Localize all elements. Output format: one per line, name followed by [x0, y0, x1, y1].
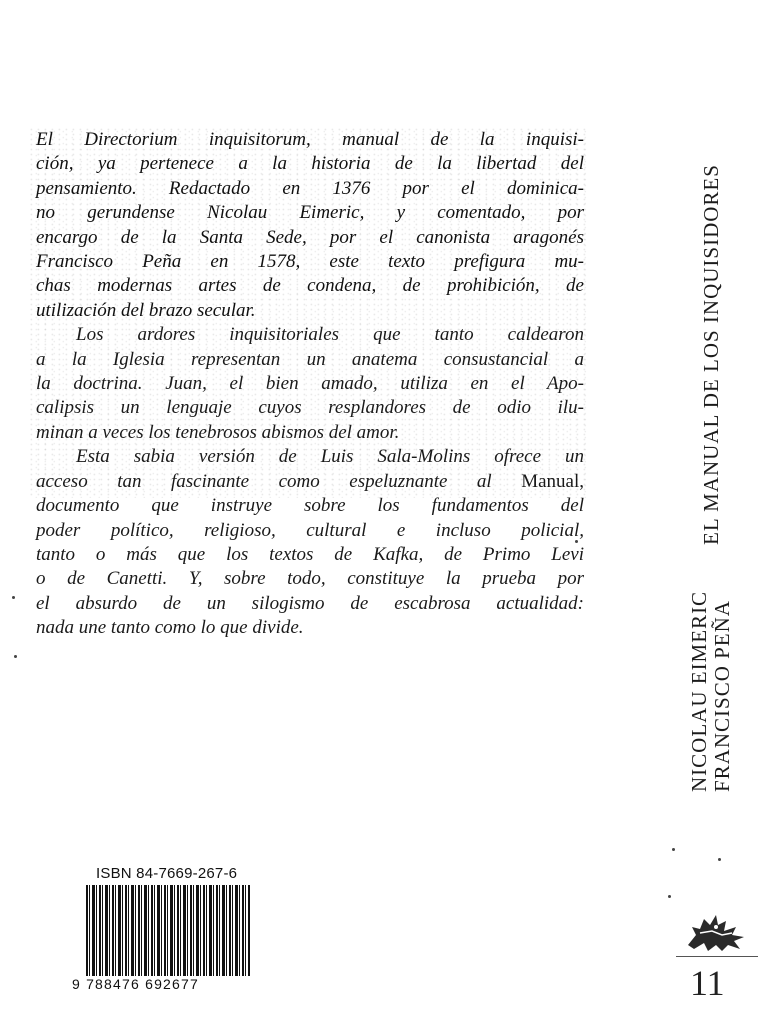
barcode-digits: 9 788476 692677	[72, 976, 258, 992]
blurb-line: el absurdo de un silogismo de escabrosa actualidad:	[36, 592, 584, 614]
blurb-line: a la Iglesia representan un anatema consustancial a	[36, 348, 584, 370]
speck	[718, 858, 721, 861]
blurb-line: calipsis un lenguaje cuyos resplandores de odio ilu-	[36, 397, 584, 419]
blurb-line: utilización del brazo secular.	[36, 299, 256, 321]
blurb-line: Esta sabia versión de Luis Sala-Molins ofrece un	[76, 446, 584, 468]
blurb-line: encargo de la Santa Sede, por el canonista aragonés	[36, 226, 584, 248]
blurb-line: Francisco Peña en 1578, este texto prefigura mu-	[36, 251, 584, 273]
isbn-label: ISBN 84-7669-267-6	[96, 865, 238, 882]
blurb-paragraph-3	[36, 445, 584, 640]
speck	[12, 596, 15, 599]
blurb-paragraph-2	[36, 323, 584, 445]
isbn-barcode	[72, 865, 258, 995]
blurb-line: nada une tanto como lo que divide.	[36, 617, 304, 639]
speck	[668, 895, 671, 898]
spine-author-1: NICOLAU EIMERIC	[687, 590, 711, 792]
blurb-line: o de Canetti. Y, sobre todo, constituye la prueba por	[36, 568, 584, 590]
blurb-line: Los ardores inquisitoriales que tanto caldearon	[76, 324, 584, 346]
blurb-paragraph-1	[36, 128, 584, 323]
griffin-emblem-icon	[682, 905, 752, 953]
blurb-line: minan a veces los tenebrosos abismos del amor.	[36, 421, 400, 443]
blurb-line: El Directorium inquisitorum, manual de la inquisi-	[36, 129, 584, 150]
blurb-line-part: acceso tan fascinante como espeluznante al	[36, 470, 522, 492]
blurb-line: pensamiento. Redactado en 1376 por el dominica-	[36, 177, 584, 199]
spine-authors	[688, 591, 734, 792]
blurb-line: poder político, religioso, cultural e incluso policial,	[36, 519, 584, 541]
blurb-line: documento que instruye sobre los fundamentos del	[36, 495, 584, 517]
blurb-line: la doctrina. Juan, el bien amado, utiliza en el Apo-	[36, 373, 584, 395]
speck	[575, 540, 578, 543]
blurb-line: no gerundense Nicolau Eimeric, y comentado, por	[36, 202, 584, 224]
blurb-line: tanto o más que los textos de Kafka, de Primo Levi	[36, 543, 584, 565]
blurb-line	[36, 470, 584, 494]
manual-title-word: Manual,	[521, 470, 584, 492]
volume-number: 11	[690, 963, 725, 1003]
blurb-line: chas modernas artes de condena, de prohibición, de	[36, 275, 584, 297]
speck	[14, 655, 17, 658]
barcode-icon	[86, 885, 250, 981]
spine-title: EL MANUAL DE LOS INQUISIDORES	[699, 164, 723, 545]
back-cover-blurb	[36, 128, 584, 641]
speck	[672, 848, 675, 851]
spine-author-2: FRANCISCO PEÑA	[710, 600, 734, 792]
blurb-line: ción, ya pertenece a la historia de la libertad del	[36, 153, 584, 175]
spine-divider	[676, 956, 758, 957]
